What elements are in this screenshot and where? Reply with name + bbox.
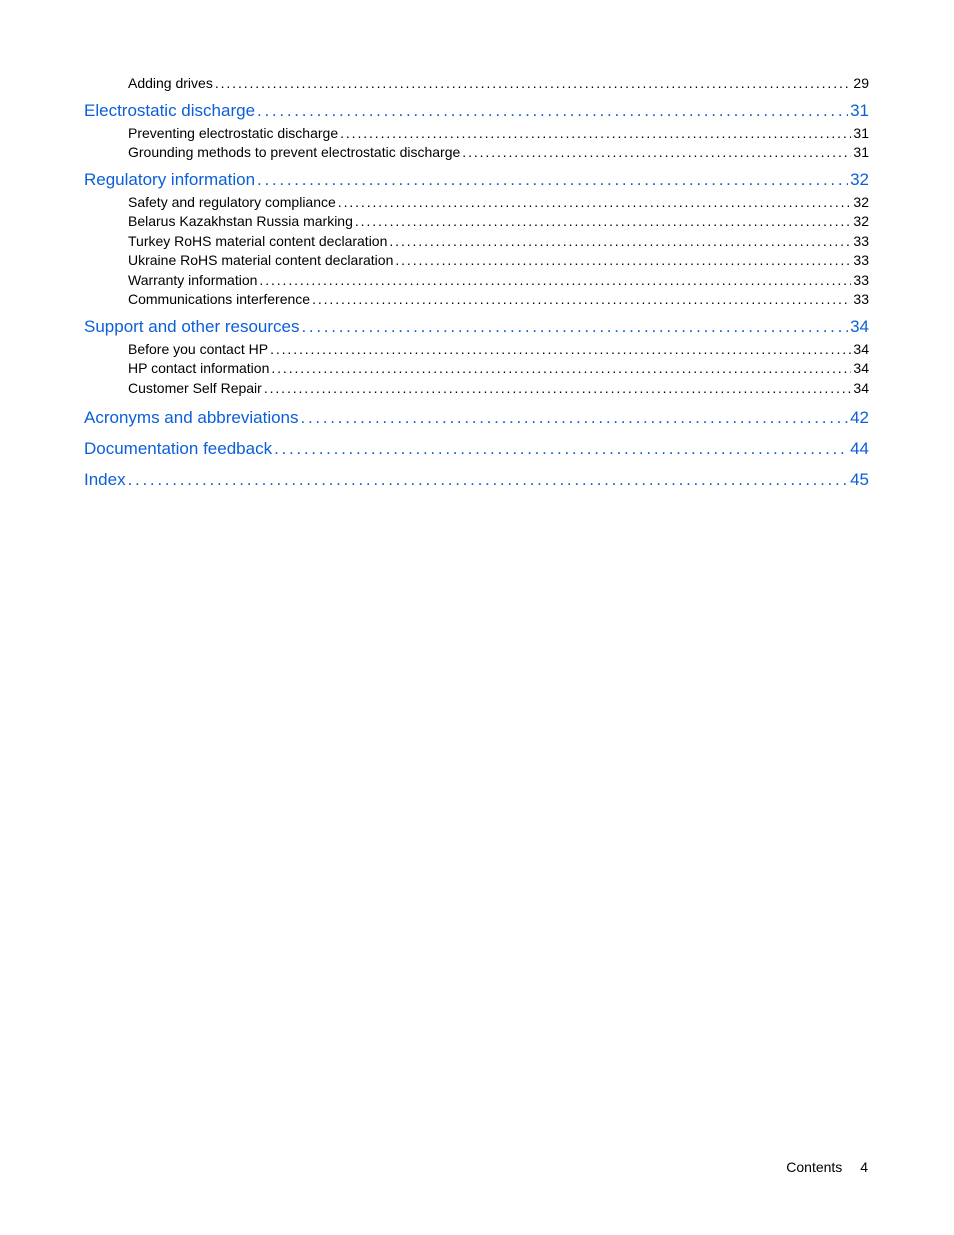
- toc-chapter-label: Regulatory information: [84, 169, 256, 189]
- toc-entry-grounding-methods[interactable]: [84, 143, 869, 163]
- toc-entry-label: Adding drives: [128, 74, 213, 94]
- table-of-contents: [84, 74, 869, 491]
- toc-chapter-electrostatic-discharge[interactable]: [84, 100, 869, 122]
- toc-chapter-label: Support and other resources: [84, 316, 300, 336]
- dot-leader: [395, 251, 851, 271]
- dot-leader: [257, 100, 848, 122]
- toc-entry-label: Turkey RoHS material content declaration: [128, 232, 387, 252]
- toc-entry-page: 31: [853, 143, 869, 163]
- dot-leader: [355, 212, 852, 232]
- toc-entry-warranty-information[interactable]: [84, 271, 869, 291]
- toc-chapter-page: 31: [850, 100, 869, 120]
- dot-leader: [340, 124, 851, 144]
- dot-leader: [389, 232, 851, 252]
- dot-leader: [259, 271, 851, 291]
- dot-leader: [257, 169, 848, 191]
- toc-chapter-label: Documentation feedback: [84, 439, 273, 458]
- toc-chapter-regulatory-information[interactable]: [84, 169, 869, 191]
- toc-entry-before-contact-hp[interactable]: [84, 340, 869, 360]
- toc-entry-belarus-marking[interactable]: [84, 212, 869, 232]
- toc-chapter-documentation-feedback[interactable]: [84, 438, 869, 460]
- dot-leader: [462, 143, 851, 163]
- toc-entry-turkey-rohs[interactable]: [84, 232, 869, 252]
- dot-leader: [128, 469, 848, 491]
- toc-entry-safety-compliance[interactable]: [84, 193, 869, 213]
- toc-entry-label: Warranty information: [128, 271, 257, 291]
- toc-entry-page: 34: [853, 379, 869, 399]
- toc-chapter-index[interactable]: [84, 469, 869, 491]
- dot-leader: [301, 407, 849, 429]
- toc-chapter-support-resources[interactable]: [84, 316, 869, 338]
- toc-entry-label: Safety and regulatory compliance: [128, 193, 336, 213]
- toc-chapter-label: Index: [84, 470, 126, 489]
- toc-entry-label: Ukraine RoHS material content declaration: [128, 251, 393, 271]
- dot-leader: [215, 74, 852, 94]
- toc-entry-label: Preventing electrostatic discharge: [128, 124, 338, 144]
- dot-leader: [301, 316, 848, 338]
- toc-entry-page: 32: [853, 212, 869, 232]
- toc-entry-label: Customer Self Repair: [128, 379, 262, 399]
- footer-page-number: 4: [860, 1159, 868, 1175]
- toc-entry-customer-self-repair[interactable]: [84, 379, 869, 399]
- toc-entry-page: 29: [853, 74, 869, 94]
- toc-entry-adding-drives[interactable]: [84, 74, 869, 94]
- toc-entry-label: Communications interference: [128, 290, 310, 310]
- toc-chapter-page: 42: [850, 408, 869, 427]
- toc-chapter-label: Electrostatic discharge: [84, 100, 256, 120]
- toc-entry-label: Before you contact HP: [128, 340, 268, 360]
- dot-leader: [338, 193, 852, 213]
- toc-entry-page: 31: [853, 124, 869, 144]
- toc-entry-page: 33: [853, 271, 869, 291]
- toc-entry-label: HP contact information: [128, 359, 269, 379]
- toc-chapter-label: Acronyms and abbreviations: [84, 408, 299, 427]
- toc-chapter-page: 34: [850, 316, 869, 336]
- dot-leader: [264, 379, 852, 399]
- toc-entry-page: 34: [853, 359, 869, 379]
- toc-chapter-page: 45: [850, 470, 869, 489]
- toc-chapter-acronyms[interactable]: [84, 407, 869, 429]
- toc-entry-communications-interference[interactable]: [84, 290, 869, 310]
- dot-leader: [274, 438, 848, 460]
- page-footer: [786, 1159, 868, 1175]
- dot-leader: [312, 290, 851, 310]
- toc-entry-page: 33: [853, 251, 869, 271]
- toc-entry-preventing-esd[interactable]: [84, 124, 869, 144]
- dot-leader: [270, 340, 851, 360]
- toc-entry-page: 33: [853, 290, 869, 310]
- toc-chapter-page: 32: [850, 169, 869, 189]
- toc-entry-hp-contact-information[interactable]: [84, 359, 869, 379]
- toc-entry-page: 32: [853, 193, 869, 213]
- dot-leader: [271, 359, 851, 379]
- toc-entry-label: Grounding methods to prevent electrostatic discharge: [128, 143, 460, 163]
- toc-chapter-page: 44: [850, 439, 869, 458]
- toc-entry-label: Belarus Kazakhstan Russia marking: [128, 212, 353, 232]
- toc-entry-page: 33: [853, 232, 869, 252]
- toc-entry-page: 34: [853, 340, 869, 360]
- footer-section-label: Contents: [786, 1159, 843, 1175]
- toc-entry-ukraine-rohs[interactable]: [84, 251, 869, 271]
